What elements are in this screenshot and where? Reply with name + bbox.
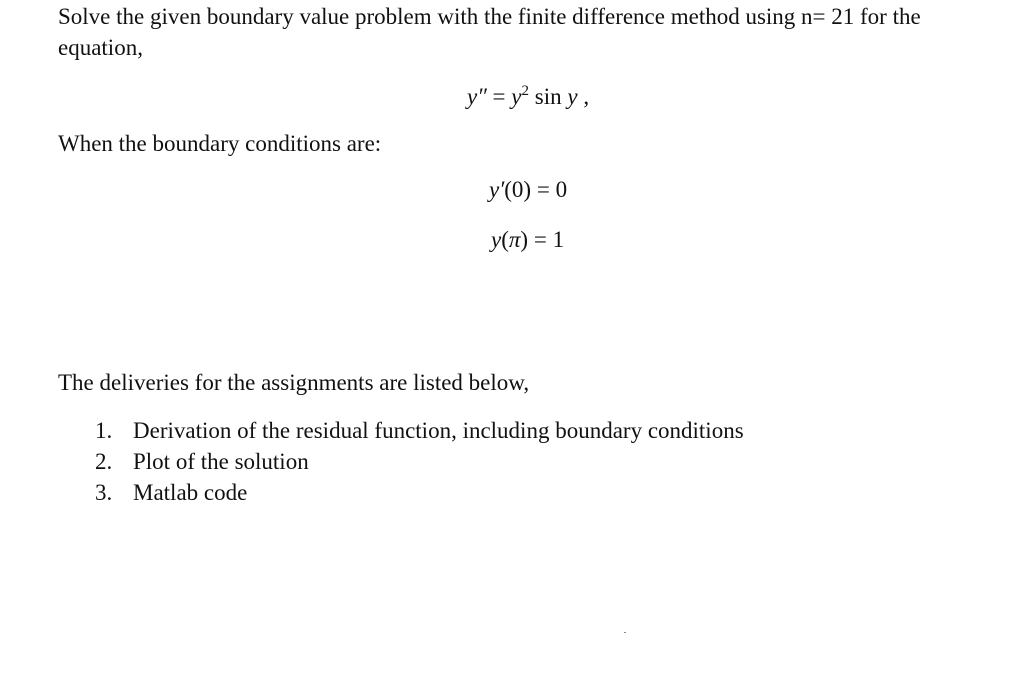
list-item xyxy=(95,477,744,508)
deliverables-list xyxy=(95,415,744,508)
bc2-value: 1 xyxy=(552,227,565,252)
list-item-text: Plot of the solution xyxy=(133,449,309,474)
equation-trailing-comma: , xyxy=(577,84,590,109)
bc2-argument: π xyxy=(508,227,521,252)
list-item xyxy=(95,446,744,477)
list-item-number: 3. xyxy=(95,480,113,505)
boundary-condition-right xyxy=(491,225,564,255)
equation-lhs: y″ xyxy=(467,84,487,109)
list-item-number: 1. xyxy=(95,418,113,443)
bc1-value: 0 xyxy=(555,177,568,202)
list-item-text: Matlab code xyxy=(133,480,248,505)
boundary-condition-left xyxy=(489,175,567,205)
equation-rhs-argument: y xyxy=(567,84,578,109)
stray-mark xyxy=(624,632,626,633)
equation-rhs-exponent: 2 xyxy=(521,83,529,99)
bc1-lhs: y′ xyxy=(489,177,505,202)
bc2-lhs: y xyxy=(491,227,502,252)
bc1-argument: (0) xyxy=(504,177,532,202)
differential-equation xyxy=(467,82,589,112)
equation-equals: = xyxy=(486,84,512,109)
equation-rhs-function: sin xyxy=(529,84,568,109)
list-item-number: 2. xyxy=(95,449,113,474)
deliverables-label: The deliveries for the assignments are listed below, xyxy=(58,370,530,395)
bc2-arg-close: ) xyxy=(520,227,529,252)
list-item xyxy=(95,415,744,446)
bc1-equals: = xyxy=(531,177,556,202)
equation-rhs-base: y xyxy=(511,84,522,109)
problem-intro: Solve the given boundary value problem with the finite difference method using n= 21 for the equation, xyxy=(58,4,921,60)
bc2-arg-open: ( xyxy=(501,227,509,252)
list-item-text: Derivation of the residual function, including boundary conditions xyxy=(133,418,744,443)
boundary-conditions-label: When the boundary conditions are: xyxy=(58,131,382,156)
bc2-equals: = xyxy=(528,227,553,252)
